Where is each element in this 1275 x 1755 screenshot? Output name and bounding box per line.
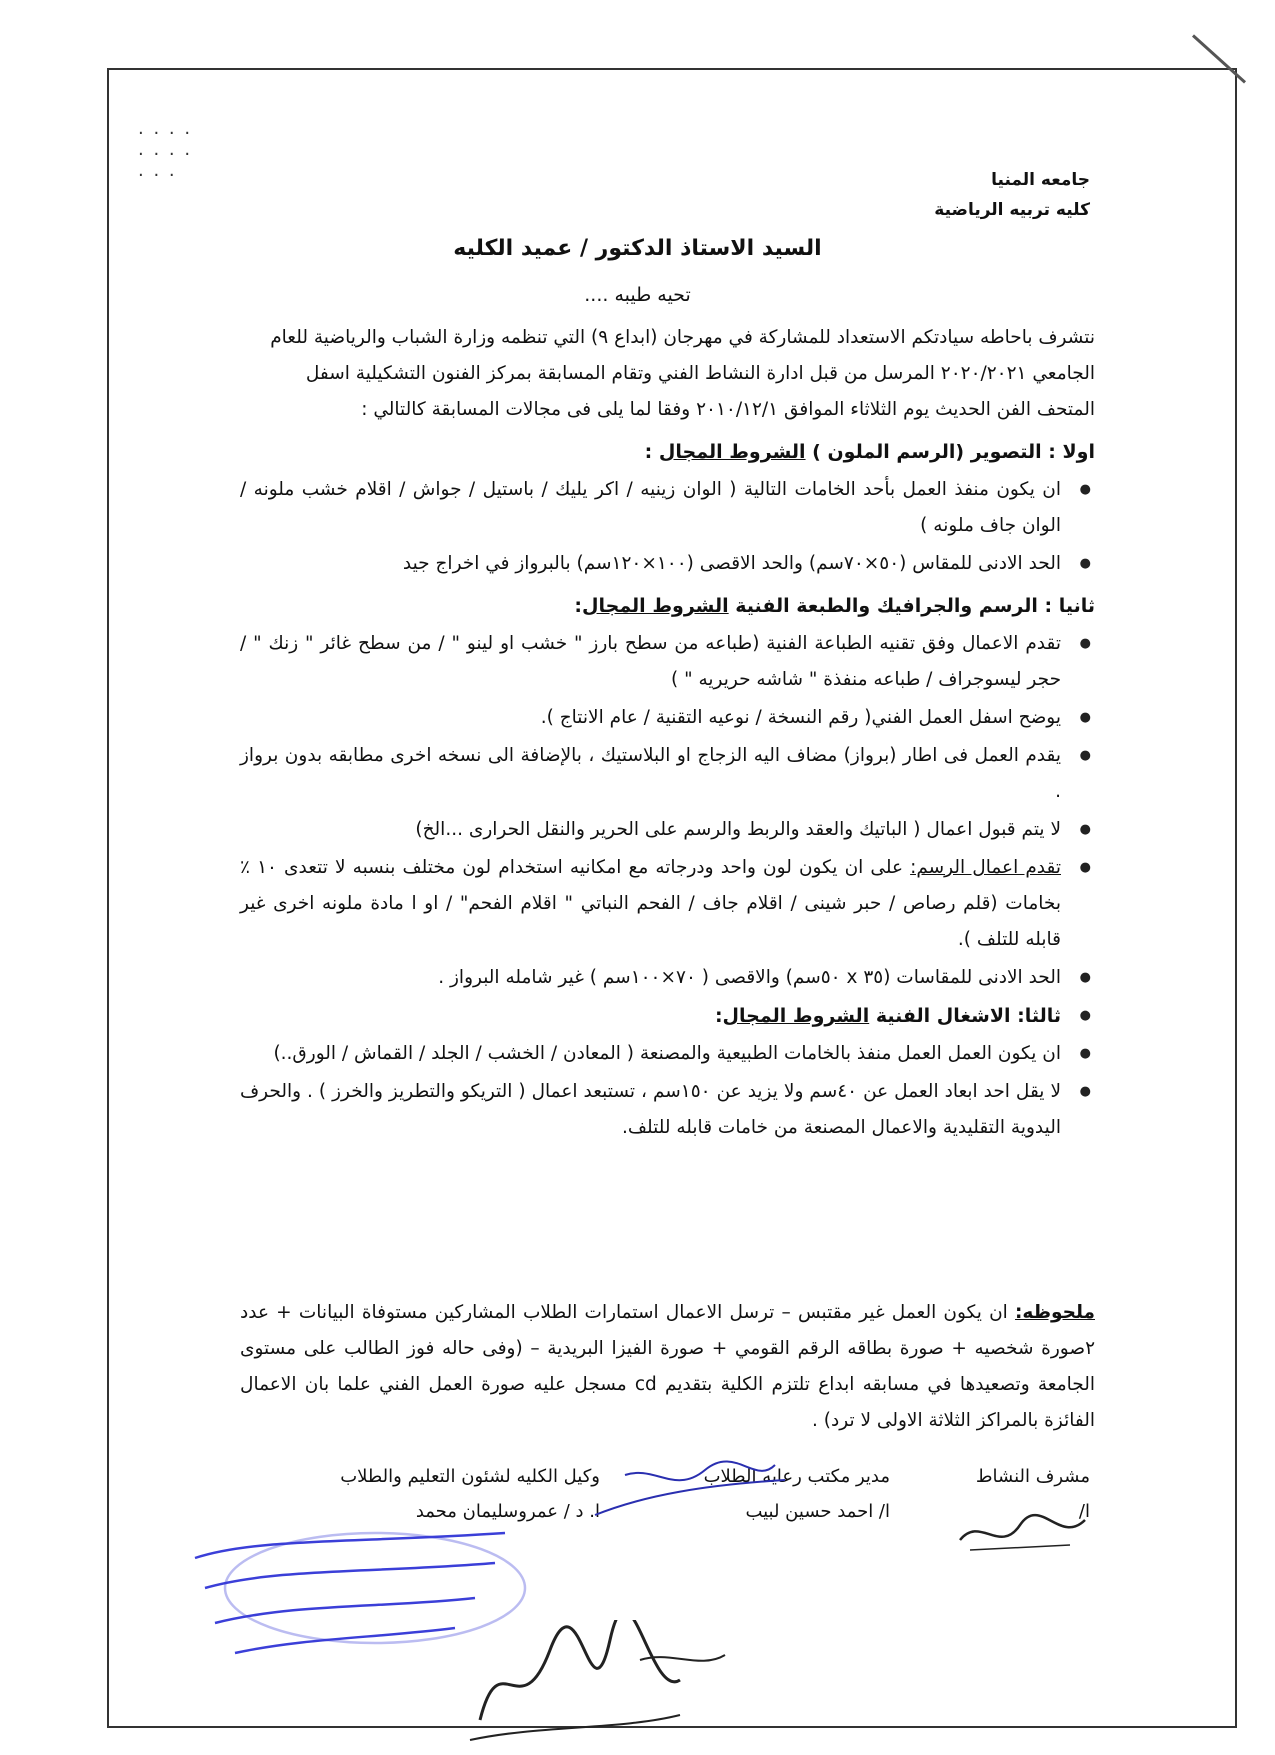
signer-vice-dean [340,1466,600,1522]
stamp-seal [175,1528,535,1668]
section3-heading [240,998,1095,1034]
section1-conditions-label: الشروط المجال [658,441,806,463]
signer-role: مشرف النشاط [975,1466,1090,1487]
section2-title: ثانيا : الرسم والجرافيك والطبعة الفنية [735,595,1095,617]
drawing-label: تقدم اعمال الرسم: [910,857,1061,878]
handwritten-signature [585,1455,815,1535]
intro-line-1: نتشرف باحاطه سيادتكم الاستعداد للمشاركة في مهرجان (ابداع ٩) التي تنظمه وزارة الشباب والرياضية للعام [270,327,1095,348]
intro-line-3: المتحف الفن الحديث يوم الثلاثاء الموافق ٢٠١٠/١٢/١ وفقا لما يلى فى مجالات المسابقة كالتالي : [361,399,1095,420]
section3-title: ثالثا: الاشغال الفنية [875,1005,1061,1027]
drawing-text: على ان يكون لون واحد ودرجاته مع امكانيه استخدام لون مختلف بنسبه لا تتعدى ١٠ ٪ بخامات (قلم رصاص / حبر شينى / اقلام جاف / الفحم النباتي " اقلام الفحم" / او ا مادة ملونه اخرى غير قابله للتلف ). [240,857,1061,950]
note-text: ان يكون العمل غير مقتبس – ترسل الاعمال استمارات الطلاب المشاركين مستوفاة البيانات + عدد ٢صورة شخصيه + صورة بطاقه الرقم القومي + صورة الفيزا البريدية – (وفى حاله فوز الطالب على مستوى الجامعة وتصعيدها في مسابقه ابداع تلتزم الكلية بتقديم cd مسجل عليه صورة العمل الفني علما بان الاعمال الفائزة بالمراكز الثلاثة الاولى لا ترد) . [240,1302,1095,1431]
list-item: ● لا يتم قبول اعمال ( الباتيك والعقد والربط والرسم على الحرير والنقل الحرارى ...الخ) [240,812,1095,848]
list-item: ● الحد الادنى للمقاسات (٣٥ x ٥٠سم) والاقصى ( ٧٠×١٠٠سم ) غير شامله البرواز . [240,960,1095,996]
signer-name: ا. د / عمروسليمان محمد [415,1501,600,1522]
section2-heading [240,588,1095,624]
section1-suffix: : [644,441,659,463]
signer-role: وكيل الكليه لشئون التعليم والطلاب [340,1466,600,1487]
section2-list [240,626,1095,1146]
section3-suffix: : [714,1005,723,1027]
list-item: ● يوضح اسفل العمل الفني( رقم النسخة / نوعيه التقنية / عام الانتاج ). [240,700,1095,736]
letter-body [240,320,1095,1148]
signer-name: ا/ [1078,1501,1090,1522]
signer-name: ا/ احمد حسين لبيب [745,1501,890,1522]
section3-conditions-label: الشروط المجال [722,1005,870,1027]
section1-list [240,472,1095,582]
note-paragraph [240,1295,1095,1439]
list-item: ● يقدم العمل فى اطار (برواز) مضاف اليه الزجاج او البلاستيك ، بالإضافة الى نسخه اخرى مطابقه بدون برواز . [240,738,1095,810]
letter-title: السيد الاستاذ الدكتور / عميد الكليه [453,236,822,261]
section1-heading [240,434,1095,470]
scan-marks: . . . . . . . . . . . [138,118,193,181]
list-item: ● ان يكون منفذ العمل بأحد الخامات التالية ( الوان زينيه / اكر يليك / باستيل / جواش / اقلام خشب ملونه / الوان جاف ملونه ) [240,472,1095,544]
note-label: ملحوظه: [1015,1302,1095,1323]
university-name: جامعه المنيا [991,170,1090,190]
handwritten-signature [940,1495,1100,1565]
section1-title: اولا : التصوير (الرسم الملون ) [812,441,1095,463]
list-item: ● تقدم الاعمال وفق تقنيه الطباعة الفنية (طباعه من سطح بارز " خشب او لينو " / من سطح غائر " زنك " / حجر ليسوجراف / طباعه منفذة " شاشه حريريه " ) [240,626,1095,698]
letterhead [934,165,1090,225]
section2-suffix: : [574,595,582,617]
list-item [240,850,1095,958]
list-item: ● الحد الادنى للمقاس (٥٠×٧٠سم) والحد الاقصى (١٠٠×١٢٠سم) بالبرواز في اخراج جيد [240,546,1095,582]
signer-role: مدير مكتب رعايه الطلاب [703,1466,890,1487]
faculty-name: كليه تربيه الرياضية [934,200,1090,220]
list-item: ● ان يكون العمل العمل منفذ بالخامات الطبيعية والمصنعة ( المعادن / الخشب / الجلد / القماش / الورق..) [240,1036,1095,1072]
greeting: تحيه طيبه .... [584,284,691,306]
section2-conditions-label: الشروط المجال [582,595,729,617]
intro-line-2: الجامعي ٢٠٢٠/٢٠٢١ المرسل من قبل ادارة النشاط الفني وتقام المسابقة بمركز الفنون التشكيلية اسفل [305,363,1095,384]
list-item: ● لا يقل احد ابعاد العمل عن ٤٠سم ولا يزيد عن ١٥٠سم ، تستبعد اعمال ( التريكو والتطريز والخرز ) . والحرف اليدوية التقليدية والاعمال المصنعة من خامات قابله للتلف. [240,1074,1095,1146]
